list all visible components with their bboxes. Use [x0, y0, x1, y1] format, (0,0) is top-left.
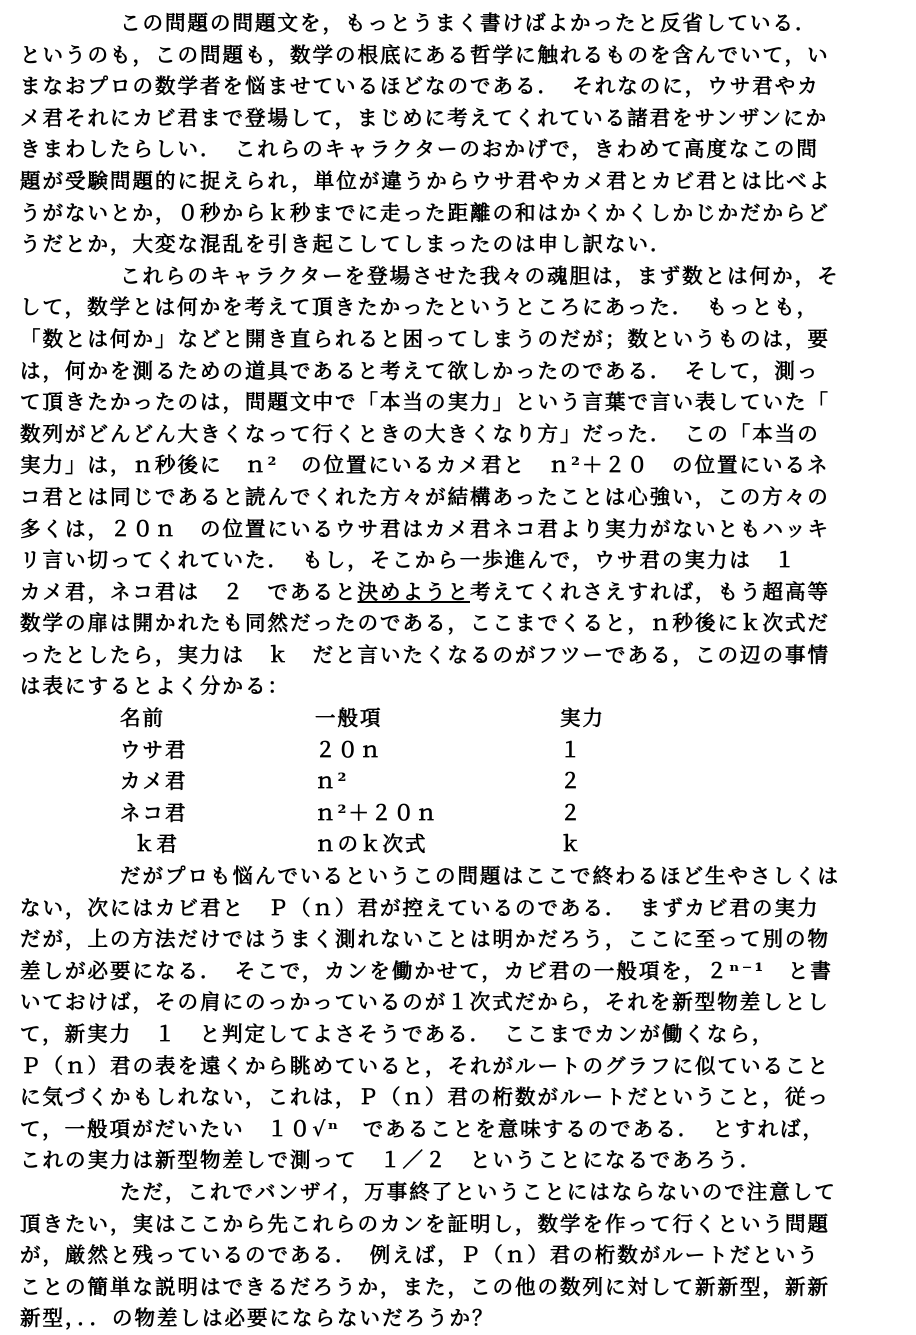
table-row [20, 829, 896, 861]
paragraph-2 [20, 261, 896, 703]
text-line: 差しが必要になる． そこで，カンを働かせて，カビ君の一般項を，２ⁿ⁻¹ と書 [20, 958, 833, 983]
text-line: まなおプロの数学者を悩ませているほどなのである． それなのに，ウサ君やカ [20, 74, 820, 99]
table-cell: １ [560, 737, 583, 762]
text-line: 頂きたい，実はここから先これらのカンを証明し，数学を作って行くという問題 [20, 1211, 830, 1236]
table-row [20, 735, 896, 767]
text-line: 数列がどんどん大きくなって行くときの大きくなり方」だった． この「本当の [20, 421, 820, 446]
document-page [20, 8, 896, 1335]
text-line: コ君とは同じであると読んでくれた方々が結構あったことは心強い，この方々の [20, 484, 830, 509]
text-line: て，一般項がだいたい １０√ⁿ であることを意味するのである． とすれば， [20, 1116, 825, 1141]
text-segment: カメ君，ネコ君は ２ であると [20, 579, 358, 604]
text-line: ことの簡単な説明はできるだろうか，また，この他の数列に対して新新型，新新 [20, 1274, 830, 1299]
text-segment: 考えてくれさえすれば，もう超高等 [470, 579, 830, 604]
text-line: ったとしたら，実力は ｋ だと言いたくなるのがフツーである，この辺の事情 [20, 642, 830, 667]
text-line: 題が受験問題的に捉えられ，単位が違うからウサ君やカメ君とカビ君とは比べよ [20, 168, 832, 193]
paragraph-1 [20, 8, 896, 261]
text-line: て頂きたかったのは，問題文中で「本当の実力」という言葉で言い表していた「 [20, 390, 830, 415]
table-cell: カメ君 [120, 769, 188, 794]
text-line: この問題の問題文を，もっとうまく書けばよかったと反省している． [120, 11, 818, 35]
text-line: 新型，．．の物差しは必要にならないだろうか？ [20, 1306, 495, 1331]
underlined-phrase: 決めようと [357, 579, 470, 604]
text-line: だが，上の方法だけではうまく測れないことは明かだろう，ここに至って別の物 [20, 927, 830, 952]
text-line: に気づくかもしれない，これは，Ｐ（ｎ）君の桁数がルートだということ，従っ [20, 1085, 830, 1110]
paragraph-3 [20, 861, 896, 1177]
text-line: メ君それにカビ君まで登場して，まじめに考えてくれている諸君をサンザンにか [20, 105, 829, 130]
text-line: うがないとか，０秒からｋ秒までに走った距離の和はかくかくしかじかだからど [20, 200, 830, 225]
text-line: というのも，この問題も，数学の根底にある哲学に触れるものを含んでいて，い [20, 42, 830, 67]
text-line: ただ，これでバンザイ，万事終了ということにはならないので注意して [120, 1179, 837, 1204]
text-line: これの実力は新型物差しで測って １／２ ということになるであろう． [20, 1148, 763, 1173]
text-line: は，何かを測るための道具であると考えて欲しかったのである． そして，測っ [20, 358, 820, 383]
text-line: だがプロも悩んでいるというこの問題はここで終わるほど生やさしくは [120, 864, 840, 889]
text-line: リ言い切ってくれていた． もし，そこから一歩進んで，ウサ君の実力は １ [20, 548, 797, 573]
table-cell: ｎ² [315, 769, 349, 794]
table-cell: ウサ君 [120, 737, 188, 762]
table-cell: ｋ [560, 832, 583, 857]
table-cell: ｎのｋ次式 [315, 832, 428, 857]
table-row [20, 798, 896, 830]
text-line: いておけば，その肩にのっかっているのが１次式だから，それを新型物差しとし [20, 990, 830, 1015]
text-line [20, 577, 896, 609]
text-line: て，新実力 １ と判定してよさそうである． ここまでカンが働くなら， [20, 1022, 775, 1046]
paragraph-4 [20, 1177, 896, 1335]
table-cell: ２０ｎ [315, 737, 383, 762]
table-cell: ｋ君 [134, 832, 179, 857]
text-line: 実力」は，ｎ秒後に ｎ² の位置にいるカメ君と ｎ²＋２０ の位置にいるネ [20, 453, 830, 478]
strength-table [20, 703, 896, 861]
table-header-row [20, 703, 896, 735]
text-line: 多くは，２０ｎ の位置にいるウサ君はカメ君ネコ君より実力がないともハッキ [20, 516, 830, 541]
text-line: うだとか，大変な混乱を引き起こしてしまったのは申し訳ない． [20, 232, 673, 257]
table-row [20, 766, 896, 798]
text-line: ない，次にはカビ君と Ｐ（ｎ）君が控えているのである． まずカビ君の実力 [20, 895, 820, 920]
table-cell: ネコ君 [120, 800, 188, 825]
text-line: 数学の扉は開かれたも同然だったのである，ここまでくると，ｎ秒後にｋ次式だ [20, 611, 830, 636]
text-line: きまわしたらしい． これらのキャラクターのおかげで，きわめて高度なこの問 [20, 137, 819, 162]
table-cell: ２ [560, 800, 583, 825]
table-header: 実力 [560, 706, 605, 731]
table-header: 名前 [120, 706, 165, 731]
text-line: が，厳然と残っているのである． 例えば，Ｐ（ｎ）君の桁数がルートだという [20, 1243, 820, 1268]
text-line: これらのキャラクターを登場させた我々の魂胆は，まず数とは何か，そ [120, 263, 840, 288]
text-line: は表にするとよく分かる： [20, 674, 290, 699]
text-line: して，数学とは何かを考えて頂きたかったというところにあった． もっとも， [20, 295, 820, 320]
table-header: 一般項 [315, 706, 383, 731]
text-line: Ｐ（ｎ）君の表を遠くから眺めていると，それがルートのグラフに似ていること [20, 1053, 830, 1078]
table-cell: ｎ²＋２０ｎ [315, 800, 439, 825]
text-line: 「数とは何か」などと開き直られると困ってしまうのだが；数というものは，要 [20, 326, 830, 351]
table-cell: ２ [560, 769, 583, 794]
